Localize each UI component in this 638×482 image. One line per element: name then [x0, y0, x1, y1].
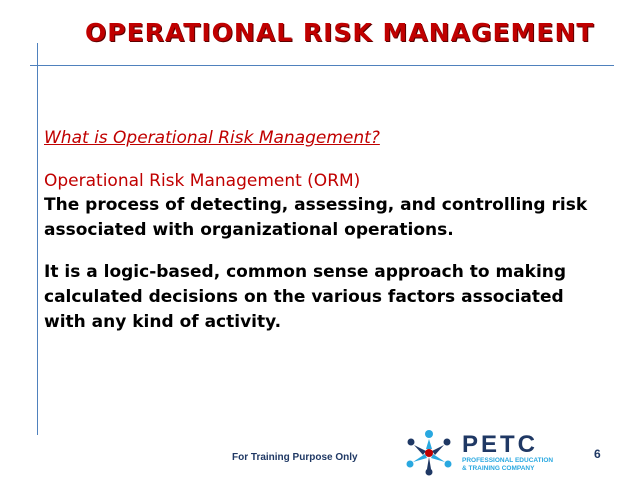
title-divider [30, 65, 614, 66]
orm-label: Operational Risk Management (ORM) [44, 171, 361, 191]
footer-text: For Training Purpose Only [232, 452, 358, 463]
approach-paragraph [44, 260, 624, 335]
logo-line2: & TRAINING COMPANY [462, 465, 535, 472]
page-number: 6 [594, 447, 601, 461]
definition-paragraph [44, 193, 624, 243]
section-heading: What is Operational Risk Management? [44, 128, 380, 148]
definition-line: associated with organizational operations. [44, 220, 454, 240]
slide-title: OPERATIONAL RISK MANAGEMENT [85, 18, 595, 47]
approach-line: with any kind of activity. [44, 312, 282, 332]
slide-content [44, 126, 624, 335]
star-figures-icon [407, 430, 452, 476]
logo-line1: PROFESSIONAL EDUCATION [462, 457, 554, 464]
left-accent-line [37, 43, 38, 435]
petc-logo-graphic [396, 425, 586, 477]
definition-line: The process of detecting, assessing, and controlling risk [44, 195, 588, 215]
approach-line: It is a logic-based, common sense approach to making [44, 262, 567, 282]
petc-logo [396, 425, 586, 477]
logo-name: PETC [462, 431, 539, 458]
approach-line: calculated decisions on the various factors associated [44, 287, 564, 307]
